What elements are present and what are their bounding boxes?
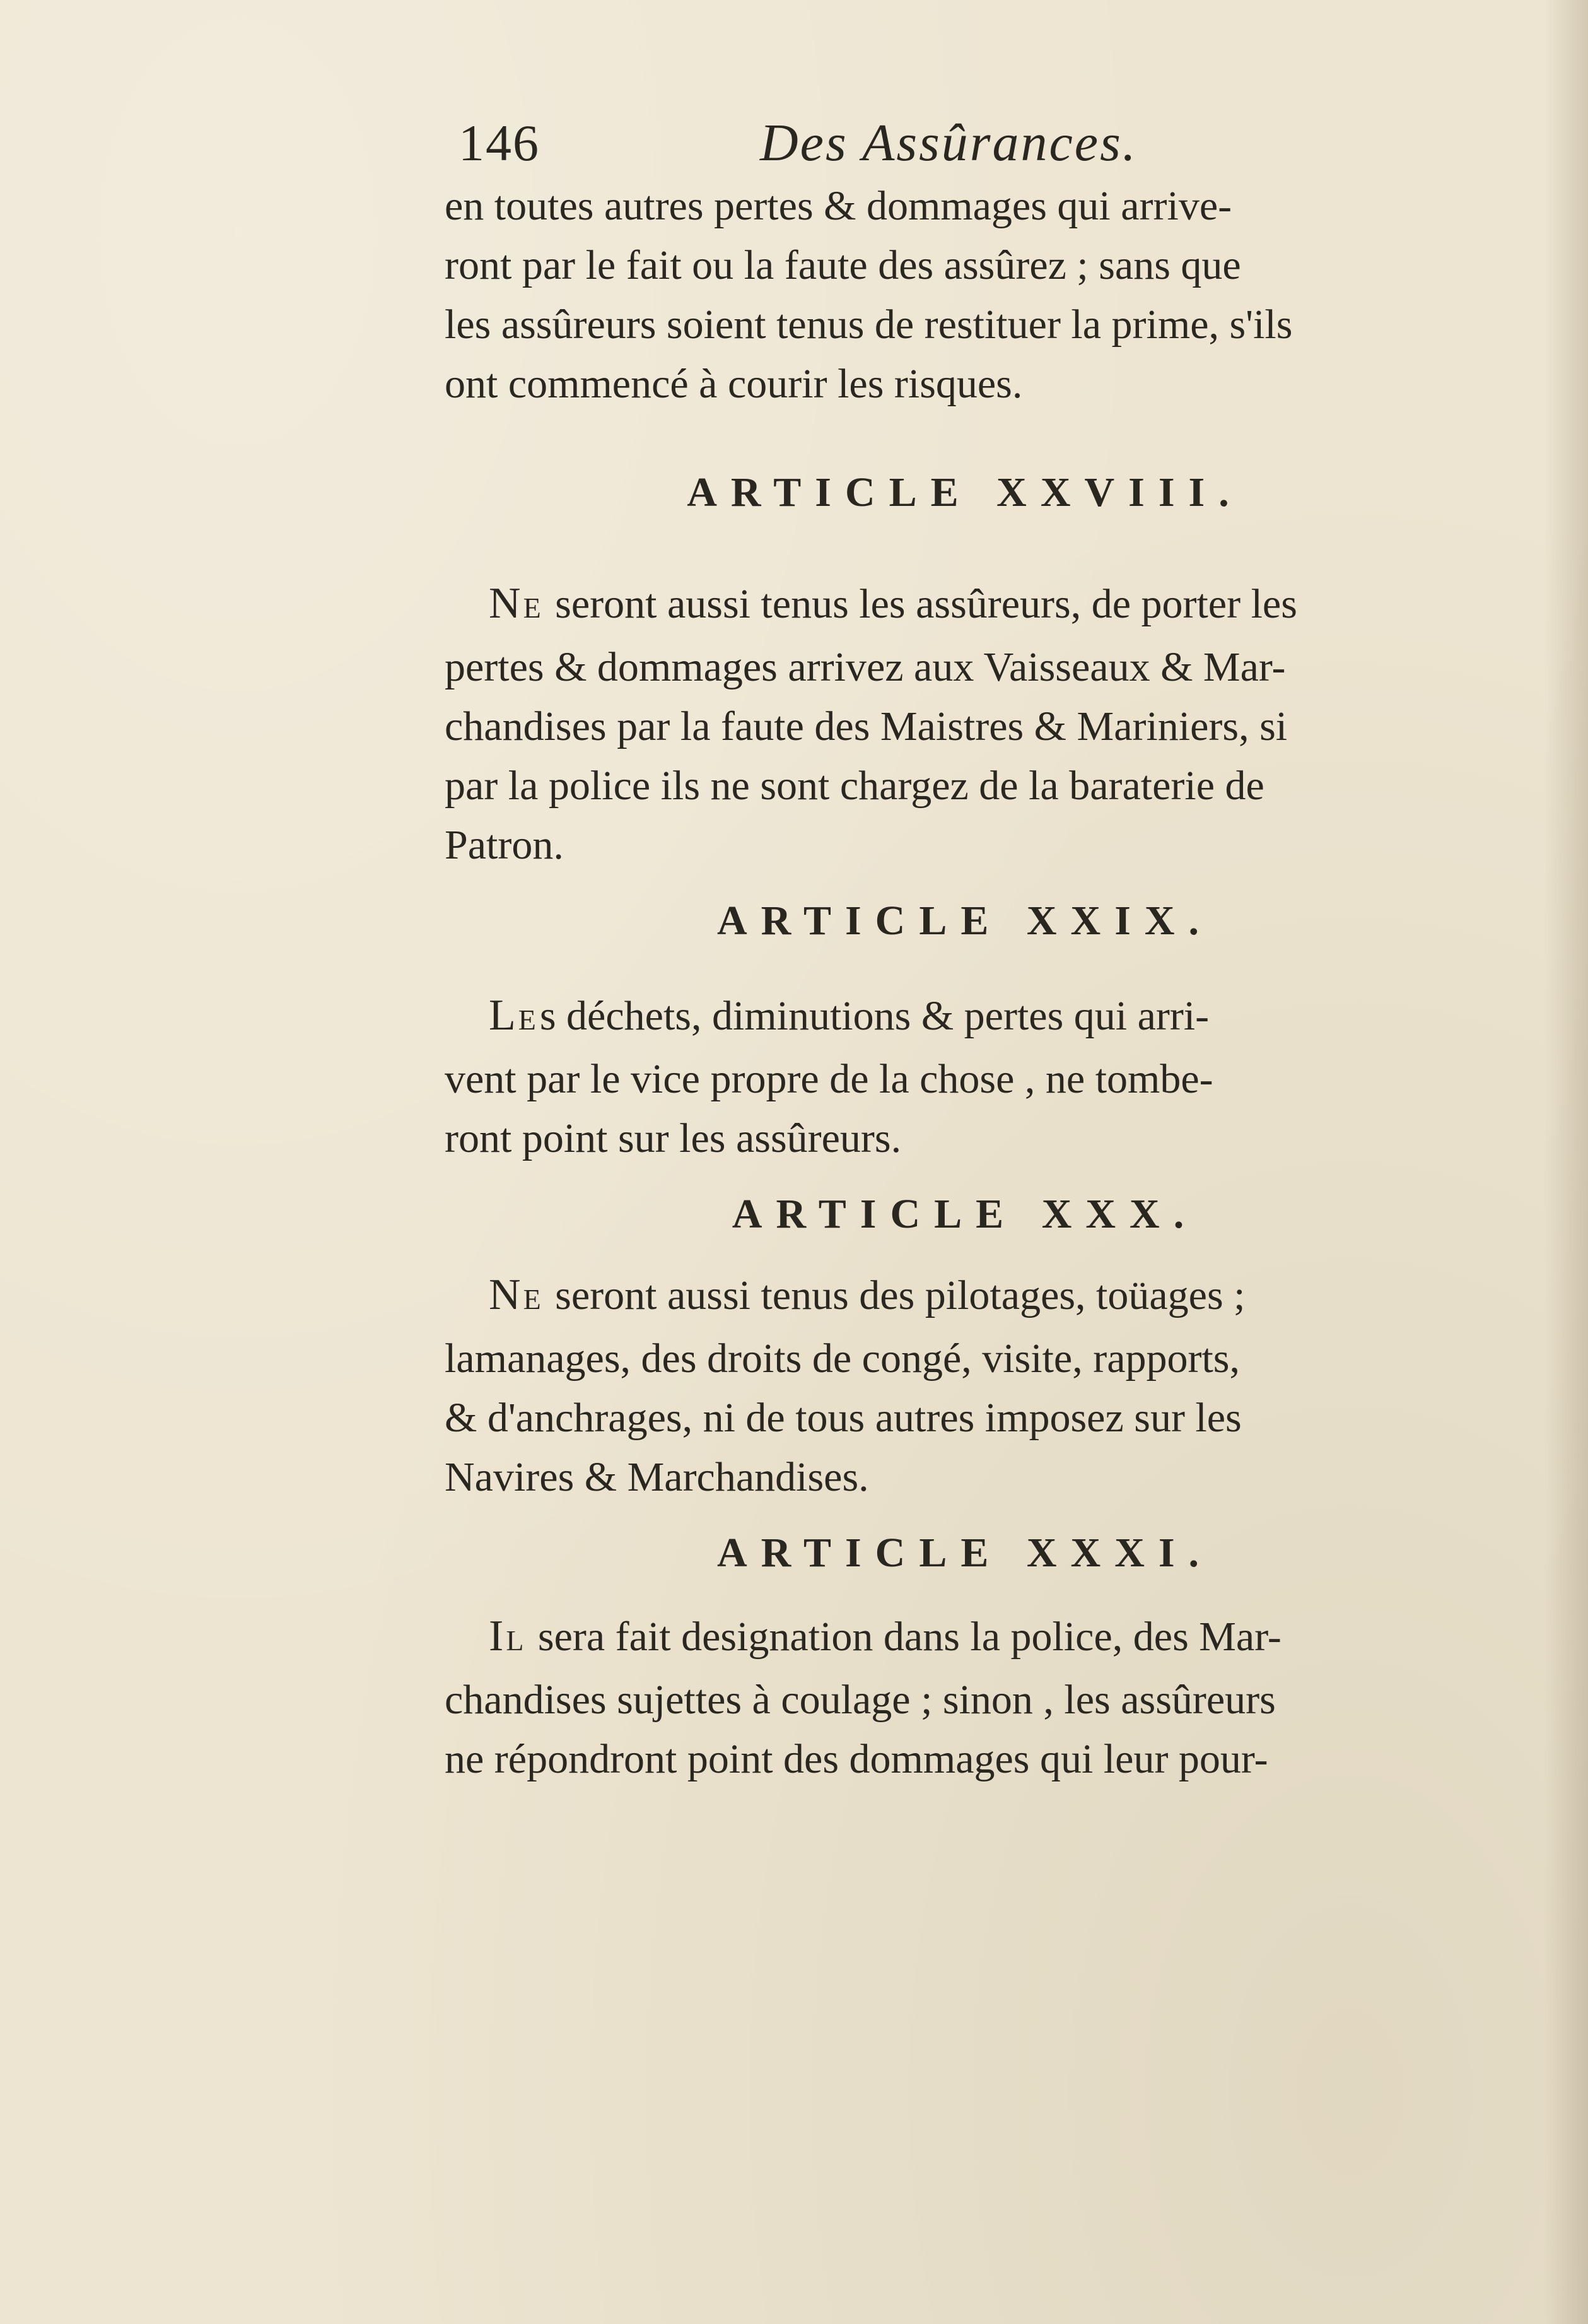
text-line: ront par le fait ou la faute des assûrez ; sans que bbox=[445, 242, 1241, 288]
initial-letter: N bbox=[489, 1271, 523, 1319]
text-line: ont commencé à courir les risques. bbox=[445, 361, 1023, 407]
running-title: Des Assûrances. bbox=[760, 114, 1138, 172]
text-line: pertes & dommages arrivez aux Vaisseaux & Mar- bbox=[445, 644, 1286, 690]
continuation-paragraph bbox=[445, 177, 1485, 414]
text-line: chandises sujettes à coulage ; sinon , les assûreurs bbox=[445, 1677, 1276, 1723]
text-line: & d'anchrages, ni de tous autres imposez sur les bbox=[445, 1395, 1242, 1441]
text-line: en toutes autres pertes & dommages qui arrive- bbox=[445, 183, 1232, 229]
initial-letter: N bbox=[489, 579, 523, 628]
text-line: ront point sur les assûreurs. bbox=[445, 1115, 902, 1161]
article-paragraph bbox=[445, 574, 1485, 875]
small-caps: E bbox=[523, 1283, 545, 1315]
text-line bbox=[445, 986, 1485, 1050]
text-run: seront aussi tenus les assûreurs, de porter les bbox=[544, 581, 1297, 627]
article-heading: ARTICLE XXVIII. bbox=[687, 469, 1243, 515]
article-paragraph bbox=[445, 1607, 1485, 1789]
text-line bbox=[445, 1607, 1485, 1670]
text-line: par la police ils ne sont chargez de la baraterie de bbox=[445, 763, 1264, 809]
text-run: sera fait designation dans la police, des Mar- bbox=[527, 1614, 1281, 1660]
text-line: vent par le vice propre de la chose , ne tombe- bbox=[445, 1056, 1213, 1102]
text-line: les assûreurs soient tenus de restituer la prime, s'ils bbox=[445, 302, 1293, 348]
text-line: lamanages, des droits de congé, visite, rapports, bbox=[445, 1335, 1240, 1382]
text-line bbox=[445, 1265, 1485, 1329]
page-gutter-shadow bbox=[1544, 0, 1588, 2324]
page-number: 146 bbox=[458, 114, 540, 172]
text-run: seront aussi tenus des pilotages, toüages ; bbox=[544, 1272, 1246, 1318]
text-run: s déchets, diminutions & pertes qui arri- bbox=[539, 993, 1210, 1039]
text-line: chandises par la faute des Maistres & Mariniers, si bbox=[445, 703, 1288, 749]
article-heading: ARTICLE XXIX. bbox=[716, 898, 1213, 944]
text-line: Navires & Marchandises. bbox=[445, 1454, 869, 1500]
article-heading: ARTICLE XXXI. bbox=[716, 1530, 1213, 1576]
text-block bbox=[445, 107, 1485, 1789]
article-paragraph bbox=[445, 986, 1485, 1168]
small-caps: E bbox=[523, 592, 545, 624]
initial-letter: I bbox=[489, 1612, 506, 1660]
text-line: ne répondront point des dommages qui leur pour- bbox=[445, 1736, 1268, 1782]
small-caps: E bbox=[518, 1004, 540, 1036]
text-line bbox=[445, 574, 1485, 638]
small-caps: L bbox=[506, 1624, 528, 1657]
initial-letter: L bbox=[489, 991, 518, 1040]
article-heading: ARTICLE XXX. bbox=[732, 1191, 1198, 1237]
text-line: Patron. bbox=[445, 822, 564, 868]
running-head bbox=[445, 107, 1485, 183]
article-paragraph bbox=[445, 1265, 1485, 1507]
